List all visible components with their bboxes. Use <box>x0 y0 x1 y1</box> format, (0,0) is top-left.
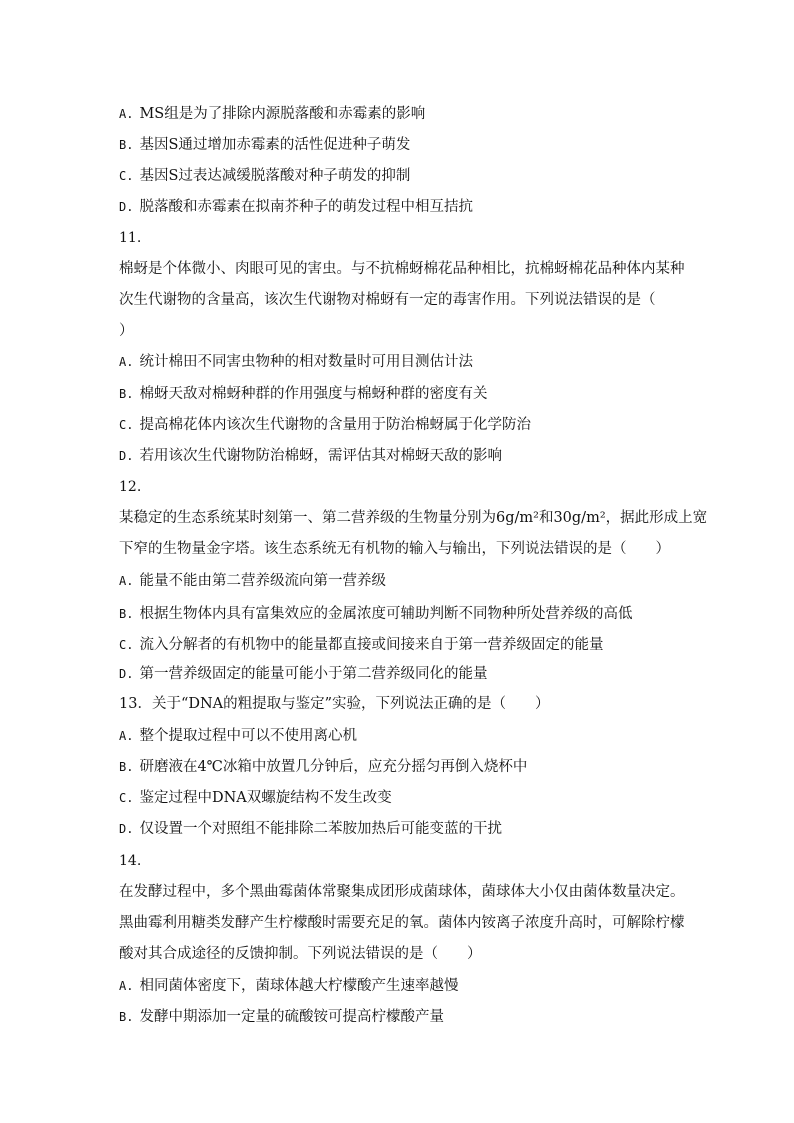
q14-option-a: A. 相同菌体密度下，菌球体越大柠檬酸产生速率越慢 <box>119 978 459 994</box>
q14-stem-line: 在发酵过程中，多个黑曲霉菌体常聚集成团形成菌球体，菌球体大小仅由菌体数量决定。 <box>119 884 685 900</box>
q11-option-c: C. 提高棉花体内该次生代谢物的含量用于防治棉蚜属于化学防治 <box>119 417 531 433</box>
q10-option-d: D. 脱落酸和赤霉素在拟南芥种子的萌发过程中相互拮抗 <box>119 199 473 215</box>
q12-option-c: C. 流入分解者的有机物中的能量都直接或间接来自于第一营养级固定的能量 <box>119 637 604 653</box>
q12-stem-line: 某稳定的生态系统某时刻第一、第二营养级的生物量分别为6g/m²和30g/m²，据此形成上宽 <box>119 510 708 526</box>
q14-stem-line: 酸对其合成途径的反馈抑制。下列说法错误的是（ ） <box>119 946 482 962</box>
q14-stem-line: 黑曲霉利用糖类发酵产生柠檬酸时需要充足的氧。菌体内铵离子浓度升高时，可解除柠檬 <box>119 915 685 931</box>
q11-stem-line: 次生代谢物的含量高，该次生代谢物对棉蚜有一定的毒害作用。下列说法错误的是（ <box>119 292 656 308</box>
q11-option-b: B. 棉蚜天敌对棉蚜种群的作用强度与棉蚜种群的密度有关 <box>119 386 488 402</box>
q12-number: 12. <box>119 479 142 495</box>
q12-option-d: D. 第一营养级固定的能量可能小于第二营养级同化的能量 <box>119 666 488 682</box>
q13-stem: 13．关于“DNA的粗提取与鉴定”实验，下列说法正确的是（ ） <box>119 696 550 712</box>
q13-option-a: A. 整个提取过程中可以不使用离心机 <box>119 728 357 744</box>
q14-number: 14. <box>119 853 142 869</box>
q10-option-b: B. 基因S通过增加赤霉素的活性促进种子萌发 <box>119 137 411 153</box>
q12-option-b: B. 根据生物体内具有富集效应的金属浓度可辅助判断不同物种所处营养级的高低 <box>119 606 633 622</box>
q13-option-b: B. 研磨液在4℃冰箱中放置几分钟后，应充分摇匀再倒入烧杯中 <box>119 759 528 775</box>
q12-option-a: A. 能量不能由第二营养级流向第一营养级 <box>119 573 386 589</box>
q13-option-c: C. 鉴定过程中DNA双螺旋结构不发生改变 <box>119 790 392 806</box>
q10-option-a: A. MS组是为了排除内源脱落酸和赤霉素的影响 <box>119 106 426 122</box>
q11-option-a: A. 统计棉田不同害虫物种的相对数量时可用目测估计法 <box>119 354 473 370</box>
q13-option-d: D. 仅设置一个对照组不能排除二苯胺加热后可能变蓝的干扰 <box>119 821 502 837</box>
q12-stem-line: 下窄的生物量金字塔。该生态系统无有机物的输入与输出，下列说法错误的是（ ） <box>119 541 670 557</box>
q11-number: 11. <box>119 230 142 246</box>
q11-stem-line: 棉蚜是个体微小、肉眼可见的害虫。与不抗棉蚜棉花品种相比，抗棉蚜棉花品种体内某种 <box>119 261 685 277</box>
q14-option-b: B. 发酵中期添加一定量的硫酸铵可提高柠檬酸产量 <box>119 1009 444 1025</box>
q11-option-d: D. 若用该次生代谢物防治棉蚜，需评估其对棉蚜天敌的影响 <box>119 448 502 464</box>
q11-stem-line: ） <box>119 323 134 339</box>
q10-option-c: C. 基因S过表达减缓脱落酸对种子萌发的抑制 <box>119 168 411 184</box>
